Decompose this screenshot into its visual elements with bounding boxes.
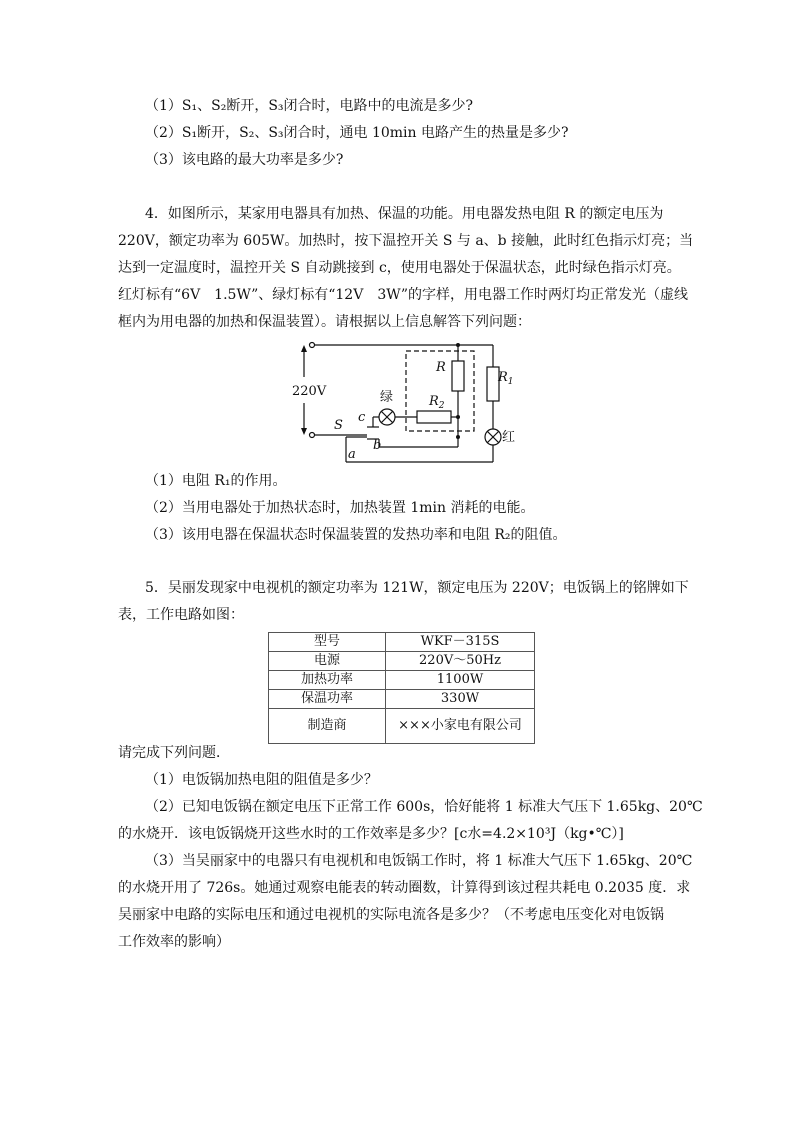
q3-sub3: （3）该电路的最大功率是多少? bbox=[145, 152, 344, 168]
svg-text:R2 bbox=[428, 394, 445, 411]
voltage-arrow-down bbox=[301, 428, 307, 435]
r1-label: R bbox=[498, 370, 508, 385]
table-key: 加热功率 bbox=[269, 671, 386, 690]
q4-sub2: （2）当用电器处于加热状态时，加热装置 1min 消耗的电能。 bbox=[145, 500, 535, 516]
r1-sub: 1 bbox=[507, 377, 514, 387]
q5-sub1: （1）电饭锅加热电阻的阻值是多少？ bbox=[145, 772, 378, 788]
table-row bbox=[269, 671, 535, 690]
q4-text-line-4: 红灯标有“6V 1.5W”、绿灯标有“12V 3W”的字样，用电器工作时两灯均正常发光（虚线 bbox=[118, 287, 689, 303]
switch-label: S bbox=[334, 418, 343, 433]
table-value: 220V～50Hz bbox=[386, 652, 535, 671]
q5-sub3-line-3: 吴丽家中电路的实际电压和通过电视机的实际电流各是多少？（不考虑电压变化对电饭锅 bbox=[118, 907, 664, 923]
table-key: 型号 bbox=[269, 633, 386, 652]
table-value: ×××小家电有限公司 bbox=[386, 709, 535, 744]
q4-text-line-2: 220V，额定功率为 605W。加热时，按下温控开关 S 与 a、b 接触，此时红色指示灯亮；当 bbox=[118, 233, 694, 249]
table-key: 保温功率 bbox=[269, 690, 386, 709]
r2-resistor bbox=[417, 411, 451, 423]
junction-dot bbox=[456, 435, 460, 439]
r2-sub: 2 bbox=[438, 401, 445, 411]
q4-sub1: （1）电阻 R₁的作用。 bbox=[145, 473, 287, 489]
q5-intro-line-2: 表，工作电路如图： bbox=[118, 607, 244, 623]
q4-text-line-3: 达到一定温度时，温控开关 S 自动跳接到 c，使用电器处于保温状态，此时绿色指示灯亮。 bbox=[118, 260, 681, 276]
table-key: 制造商 bbox=[269, 709, 386, 744]
circuit-diagram bbox=[290, 337, 516, 467]
q4-sub3: （3）该用电器在保温状态时保温装置的发热功率和电阻 R₂的阻值。 bbox=[145, 527, 567, 543]
red-lamp-label: 红 bbox=[502, 430, 516, 445]
r2-label: R bbox=[429, 394, 439, 409]
contact-c-label: c bbox=[358, 410, 366, 425]
q5-intro-line-1: 5．吴丽发现家中电视机的额定功率为 121W，额定电压为 220V；电饭锅上的铭牌如下 bbox=[145, 580, 689, 596]
q3-sub1: （1）S₁、S₂断开，S₃闭合时，电路中的电流是多少? bbox=[145, 98, 474, 114]
r-resistor bbox=[452, 361, 464, 391]
q4-text-line-5: 框内为用电器的加热和保温装置）。请根据以上信息解答下列问题： bbox=[118, 314, 531, 330]
junction-dot bbox=[456, 415, 460, 419]
contact-a-label: a bbox=[348, 447, 356, 462]
table-value: 1100W bbox=[386, 671, 535, 690]
q5-sub2-line-1: （2）已知电饭锅在额定电压下正常工作 600s，恰好能将 1 标准大气压下 1.65kg、20℃ bbox=[145, 799, 703, 815]
rice-cooker-nameplate-table bbox=[268, 632, 535, 744]
contact-b-label: b bbox=[373, 438, 382, 453]
table-row bbox=[269, 633, 535, 652]
q5-sub3-line-2: 的水烧开用了 726s。她通过观察电能表的转动圈数，计算得到该过程共耗电 0.2035 度．求 bbox=[118, 880, 691, 896]
table-key: 电源 bbox=[269, 652, 386, 671]
green-lamp-label: 绿 bbox=[380, 390, 394, 405]
top-terminal bbox=[310, 343, 315, 348]
table-row bbox=[269, 652, 535, 671]
voltage-label: 220V bbox=[292, 384, 327, 399]
q5-sub2-line-2: 的水烧开．该电饭锅烧开这些水时的工作效率是多少？[c水=4.2×10³J（kg•℃）] bbox=[118, 826, 624, 842]
q5-sub3-line-1: （3）当吴丽家中的电器只有电视机和电饭锅工作时，将 1 标准大气压下 1.65kg、20℃ bbox=[145, 853, 693, 869]
table-value: 330W bbox=[386, 690, 535, 709]
r-label: R bbox=[436, 360, 446, 375]
table-value: WKF－315S bbox=[386, 633, 535, 652]
bottom-terminal bbox=[310, 433, 315, 438]
table-row bbox=[269, 709, 535, 744]
q3-sub2: （2）S₁断开，S₂、S₃闭合时，通电 10min 电路产生的热量是多少? bbox=[145, 125, 569, 141]
table-row bbox=[269, 690, 535, 709]
q4-text-line-1: 4．如图所示，某家用电器具有加热、保温的功能。用电器发热电阻 R 的额定电压为 bbox=[145, 206, 664, 222]
junction-dot bbox=[456, 343, 460, 347]
q5-sub3-line-4: 工作效率的影响） bbox=[118, 934, 230, 950]
voltage-arrow-up bbox=[301, 345, 307, 352]
q5-after-table: 请完成下列问题． bbox=[118, 745, 230, 761]
svg-text:R1 bbox=[497, 370, 514, 387]
